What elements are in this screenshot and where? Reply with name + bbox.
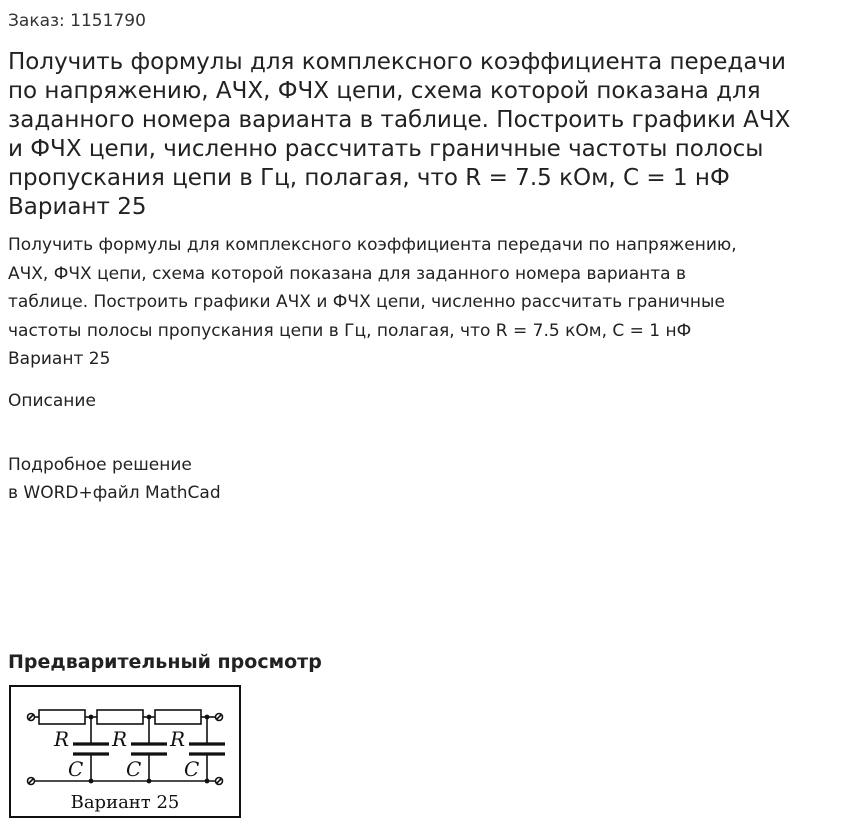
junction-dot (89, 779, 94, 784)
task-description-text (8, 231, 840, 374)
capacitor-label: C (68, 757, 84, 781)
junction-dot (89, 715, 94, 720)
task-title-line: Получить формулы для комплексного коэффициента передачи (8, 49, 786, 75)
task-title-line: заданного номера варианта в таблице. Построить графики АЧХ (8, 107, 791, 133)
task-text-line: частоты полосы пропускания цепи в Гц, полагая, что R = 7.5 кОм, С = 1 нФ (8, 320, 692, 341)
task-title-line: пропускания цепи в Гц, полагая, что R = 7.5 кОм, С = 1 нФ (8, 165, 730, 191)
junction-dot (147, 715, 152, 720)
junction-dot (205, 779, 210, 784)
task-title-line: и ФЧХ цепи, численно рассчитать граничные частоты полосы (8, 136, 764, 162)
order-number: Заказ: 1151790 (8, 11, 146, 31)
task-title (8, 48, 840, 222)
resistor-label: R (170, 727, 186, 751)
resistor-1 (39, 710, 85, 724)
resistor-2 (97, 710, 143, 724)
description-text (8, 451, 221, 507)
capacitor-label: C (184, 757, 200, 781)
description-label: Описание (8, 391, 96, 411)
task-title-line: по напряжению, АЧХ, ФЧХ цепи, схема которой показана для (8, 78, 761, 104)
task-title-line: Вариант 25 (8, 194, 147, 220)
resistor-3 (155, 710, 201, 724)
description-line: Подробное решение (8, 455, 192, 475)
task-text-line: Получить формулы для комплексного коэффициента передачи по напряжению, (8, 235, 737, 255)
junction-dot (205, 715, 210, 720)
task-text-line: АЧХ, ФЧХ цепи, схема которой показана для заданного номера варианта в (8, 263, 687, 284)
junction-dot (147, 779, 152, 784)
resistor-label: R (54, 727, 70, 751)
task-text-line: таблице. Построить графики АЧХ и ФЧХ цепи, численно рассчитать граничные (8, 292, 725, 312)
resistor-label: R (112, 727, 128, 751)
preview-heading: Предварительный просмотр (8, 651, 322, 673)
description-line: в WORD+файл MathCad (8, 483, 221, 503)
variant-caption: Вариант 25 (70, 792, 180, 813)
task-text-line: Вариант 25 (8, 349, 111, 369)
preview-image[interactable] (9, 685, 241, 818)
capacitor-label: C (126, 757, 142, 781)
